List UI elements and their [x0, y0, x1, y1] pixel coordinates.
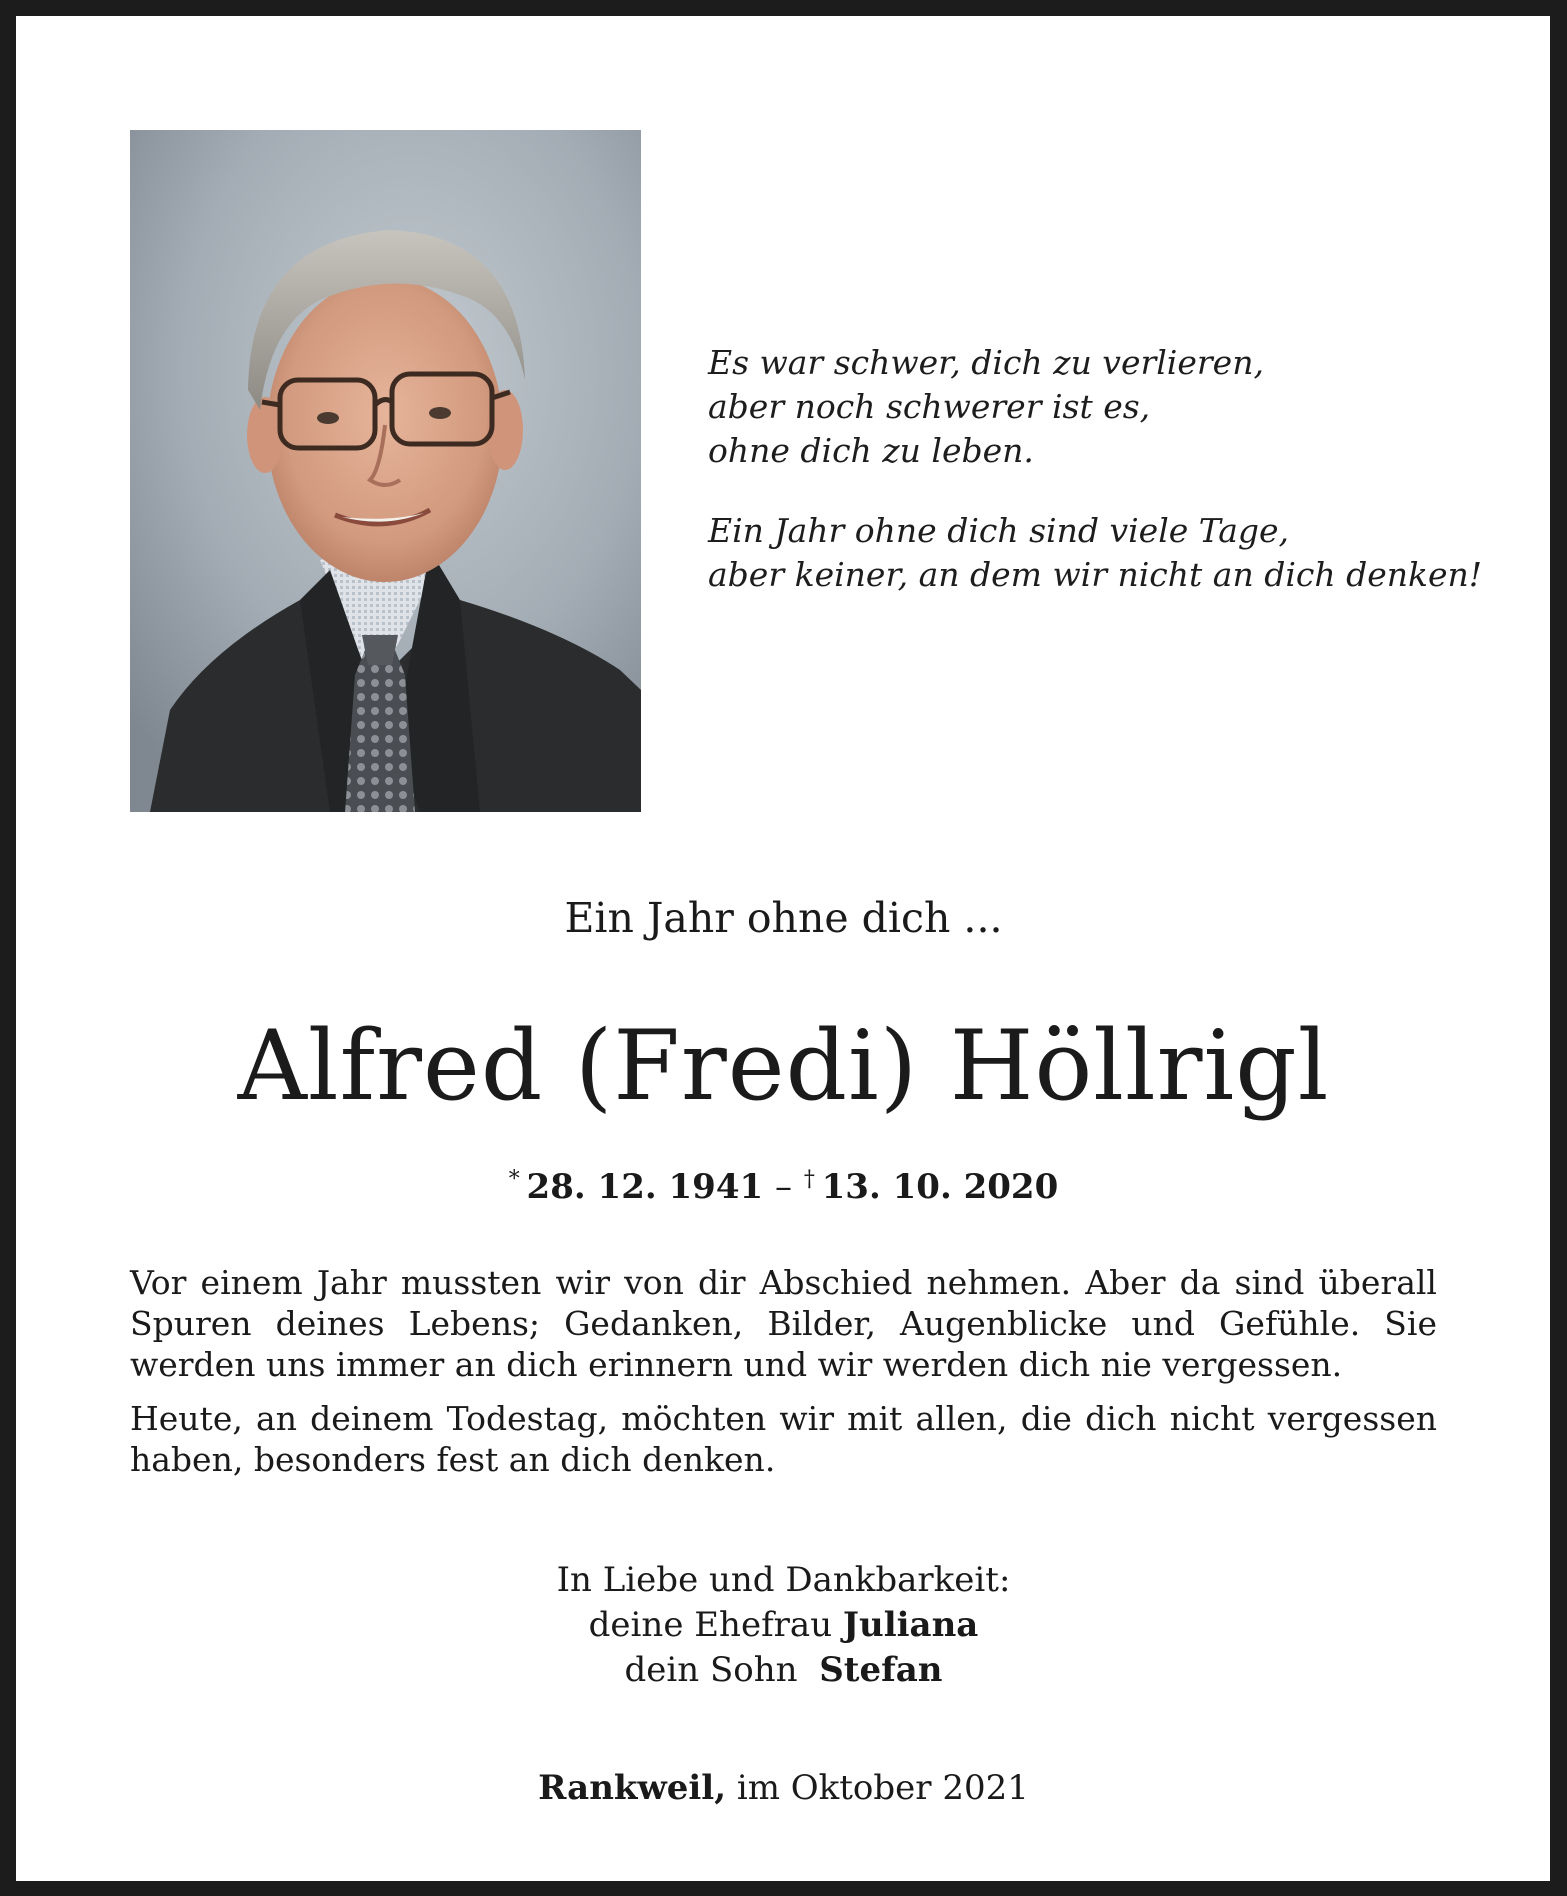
signoff: [0, 1558, 1567, 1693]
deceased-name: Alfred (Fredi) Höllrigl: [237, 1010, 1330, 1122]
signoff-intro: In Liebe und Dankbarkeit:: [556, 1560, 1011, 1600]
place-date-line: [0, 1766, 1567, 1810]
death-symbol: †: [803, 1167, 815, 1192]
paragraph-1: Vor einem Jahr mussten wir von dir Abschied nehmen. Aber da sind überall Spuren deines Lebens; Gedanken, Bilder, Augenblicke und Gefühle. Sie werden uns immer an dich erinnern und wir werden dich nie vergessen.: [130, 1263, 1437, 1384]
signoff-row-1: [0, 1603, 1567, 1648]
date-separator: –: [775, 1167, 792, 1207]
birth-symbol: *: [508, 1167, 520, 1192]
verse-line: Ein Jahr ohne dich sind viele Tage,: [708, 511, 1290, 550]
family-name-1: Juliana: [842, 1605, 979, 1645]
verse-line: aber keiner, an dem wir nicht an dich denken!: [708, 555, 1483, 594]
place-town: Rankweil,: [538, 1768, 727, 1808]
relation-1: deine Ehefrau: [588, 1605, 833, 1645]
paragraph-2: Heute, an deinem Todestag, möchten wir mit allen, die dich nicht vergessen haben, besonders fest an dich denken.: [130, 1399, 1437, 1479]
verse-line: aber noch schwerer ist es,: [708, 387, 1151, 426]
life-dates: [0, 1158, 1567, 1209]
birth-date: 28. 12. 1941: [526, 1167, 764, 1207]
family-name-2: Stefan: [819, 1650, 943, 1690]
relation-2: dein Sohn: [624, 1650, 798, 1690]
signoff-row-2: [0, 1648, 1567, 1693]
verse-line: Es war schwer, dich zu verlieren,: [708, 343, 1264, 382]
death-date: 13. 10. 2020: [821, 1167, 1059, 1207]
portrait-photo: [130, 130, 641, 812]
memorial-text: [130, 1262, 1437, 1493]
verse-line: ohne dich zu leben.: [708, 431, 1034, 470]
verse-stanza-1: [708, 341, 1482, 473]
subtitle: Ein Jahr ohne dich ...: [564, 894, 1003, 942]
memorial-verse: [708, 341, 1482, 597]
verse-stanza-2: [708, 509, 1482, 597]
place-date: im Oktober 2021: [736, 1768, 1029, 1808]
